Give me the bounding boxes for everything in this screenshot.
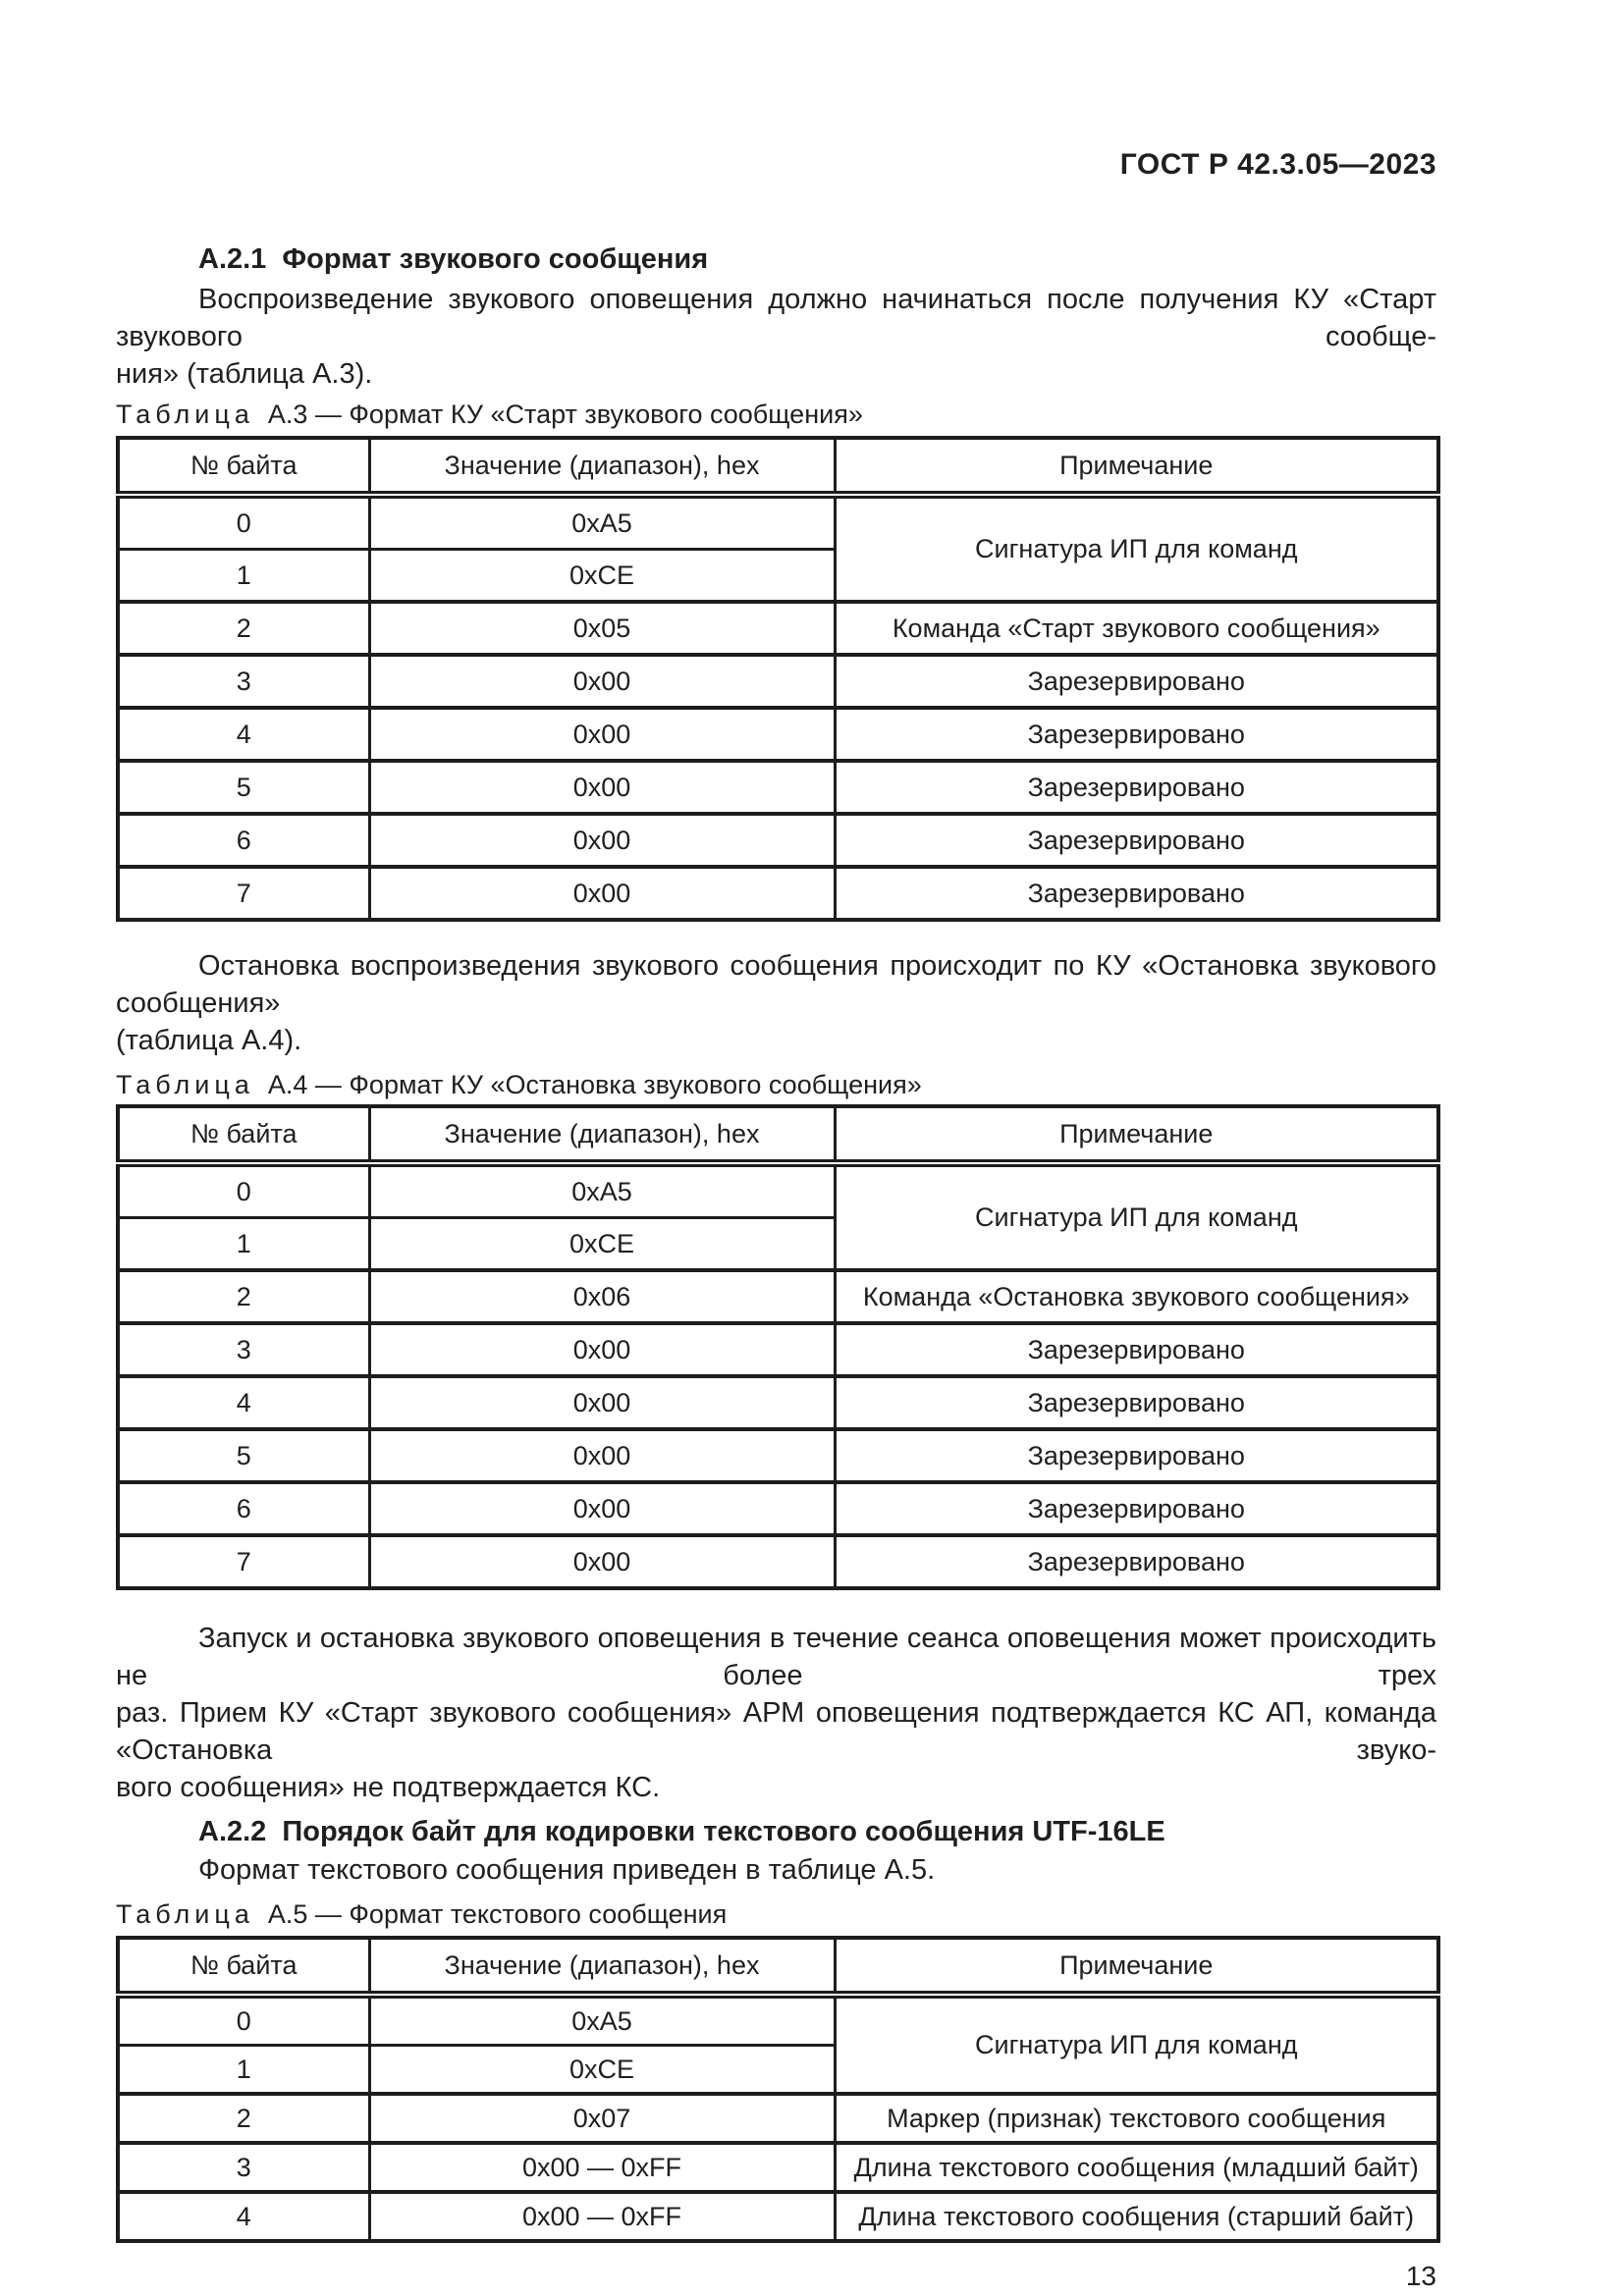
table-caption-a4 [116,1069,1436,1100]
value-cell: 0x00 [369,1535,835,1588]
table-row [118,1535,1438,1588]
value-cell: 0xCE [369,1218,835,1271]
column-header-note: Примечание [835,1938,1438,1995]
byte-cell: 1 [118,2046,369,2095]
byte-cell: 1 [118,1218,369,1271]
table-row [118,708,1438,761]
note-cell: Зарезервировано [835,867,1438,920]
caption-text: А.3 — Формат КУ «Старт звукового сообщения» [267,400,863,429]
caption-label: Таблица [116,1899,254,1929]
section-heading-a22: А.2.2 Порядок байт для кодировки текстового сообщения UTF-16LE [198,1816,1165,1847]
paragraph-line: Воспроизведение звукового оповещения должно начинаться после получения КУ «Старт звукового сообще- [116,284,1445,352]
paragraph-line: раз. Прием КУ «Старт звукового сообщения» АРМ оповещения подтверждается КС АП, команда «Остановка звуко- [116,1697,1445,1766]
value-cell: 0x06 [369,1270,835,1323]
note-cell: Команда «Старт звукового сообщения» [835,602,1438,655]
note-cell: Сигнатура ИП для команд [835,495,1438,602]
running-header: ГОСТ Р 42.3.05—2023 [1119,148,1436,181]
value-cell: 0xA5 [369,495,835,550]
table-row [118,602,1438,655]
paragraph-line: ния» (таблица А.3). [116,358,373,390]
paragraph-line: Остановка воспроизведения звукового сообщения происходит по КУ «Остановка звукового сообщения» [116,950,1445,1019]
table-row [118,761,1438,814]
note-cell: Маркер (признак) текстового сообщения [835,2094,1438,2143]
byte-cell: 0 [118,1163,369,1218]
caption-text: А.4 — Формат КУ «Остановка звукового сообщения» [267,1070,922,1099]
byte-cell: 4 [118,2192,369,2241]
column-header-byte: № байта [118,438,369,495]
note-cell: Команда «Остановка звукового сообщения» [835,1270,1438,1323]
value-cell: 0x00 [369,814,835,867]
paragraph-line: вого сообщения» не подтверждается КС. [116,1772,661,1803]
table-row [118,2094,1438,2143]
byte-cell: 6 [118,1482,369,1535]
value-cell: 0x00 — 0xFF [369,2192,835,2241]
column-header-byte: № байта [118,1938,369,1995]
byte-cell: 7 [118,867,369,920]
value-cell: 0xCE [369,2046,835,2095]
column-header-byte: № байта [118,1106,369,1163]
byte-cell: 7 [118,1535,369,1588]
byte-cell: 3 [118,2143,369,2192]
value-cell: 0x00 [369,1482,835,1535]
value-cell: 0x00 — 0xFF [369,2143,835,2192]
value-cell: 0x00 [369,1429,835,1482]
column-header-note: Примечание [835,1106,1438,1163]
value-cell: 0x00 [369,761,835,814]
value-cell: 0x05 [369,602,835,655]
value-cell: 0x07 [369,2094,835,2143]
column-header-note: Примечание [835,438,1438,495]
byte-cell: 4 [118,708,369,761]
value-cell: 0xA5 [369,1163,835,1218]
note-cell: Зарезервировано [835,1429,1438,1482]
table-a5 [116,1936,1440,2243]
table-a3 [116,436,1440,922]
note-cell: Длина текстового сообщения (старший байт) [835,2192,1438,2241]
caption-text: А.5 — Формат текстового сообщения [267,1899,728,1929]
note-cell: Сигнатура ИП для команд [835,1163,1438,1270]
table-row [118,655,1438,708]
caption-label: Таблица [116,1070,254,1099]
value-cell: 0x00 [369,1376,835,1429]
table-header-row [118,1938,1438,1995]
note-cell: Зарезервировано [835,708,1438,761]
caption-label: Таблица [116,400,254,429]
table-row [118,2143,1438,2192]
note-cell: Зарезервировано [835,1535,1438,1588]
note-cell: Зарезервировано [835,655,1438,708]
byte-cell: 3 [118,1323,369,1376]
byte-cell: 1 [118,550,369,603]
byte-cell: 5 [118,761,369,814]
table-caption-a3 [116,399,1436,430]
table-caption-a5 [116,1898,1436,1930]
table-row [118,1482,1438,1535]
paragraph-2 [116,947,1445,1059]
byte-cell: 2 [118,602,369,655]
byte-cell: 5 [118,1429,369,1482]
note-cell: Зарезервировано [835,1482,1438,1535]
table-row [118,867,1438,920]
value-cell: 0xCE [369,550,835,603]
value-cell: 0x00 [369,708,835,761]
table-row [118,1429,1438,1482]
byte-cell: 3 [118,655,369,708]
column-header-value: Значение (диапазон), hex [369,438,835,495]
section-heading-a21: А.2.1 Формат звукового сообщения [198,243,709,275]
value-cell: 0x00 [369,1323,835,1376]
paragraph-3 [116,1620,1445,1806]
byte-cell: 2 [118,1270,369,1323]
note-cell: Зарезервировано [835,1323,1438,1376]
column-header-value: Значение (диапазон), hex [369,1106,835,1163]
note-cell: Зарезервировано [835,761,1438,814]
column-header-value: Значение (диапазон), hex [369,1938,835,1995]
value-cell: 0x00 [369,867,835,920]
paragraph-line: Запуск и остановка звукового оповещения в течение сеанса оповещения может происходить не более трех [116,1623,1445,1691]
paragraph-1 [116,281,1445,393]
byte-cell: 0 [118,495,369,550]
page-content [116,148,1445,2292]
byte-cell: 4 [118,1376,369,1429]
value-cell: 0xA5 [369,1995,835,2046]
table-a4 [116,1104,1440,1590]
table-header-row [118,438,1438,495]
table-row [118,814,1438,867]
note-cell: Сигнатура ИП для команд [835,1995,1438,2094]
page-number: 13 [1405,2261,1436,2291]
note-cell: Зарезервировано [835,1376,1438,1429]
note-cell: Зарезервировано [835,814,1438,867]
value-cell: 0x00 [369,655,835,708]
byte-cell: 0 [118,1995,369,2046]
paragraph-line: Формат текстового сообщения приведен в таблице А.5. [198,1854,936,1886]
table-row [118,2192,1438,2241]
byte-cell: 6 [118,814,369,867]
table-row [118,1270,1438,1323]
table-row [118,1323,1438,1376]
byte-cell: 2 [118,2094,369,2143]
note-cell: Длина текстового сообщения (младший байт) [835,2143,1438,2192]
table-row [118,1163,1438,1218]
paragraph-line: (таблица А.4). [116,1025,302,1056]
paragraph-4 [116,1851,1436,1889]
table-row [118,1376,1438,1429]
table-row [118,495,1438,550]
table-row [118,1995,1438,2046]
table-header-row [118,1106,1438,1163]
